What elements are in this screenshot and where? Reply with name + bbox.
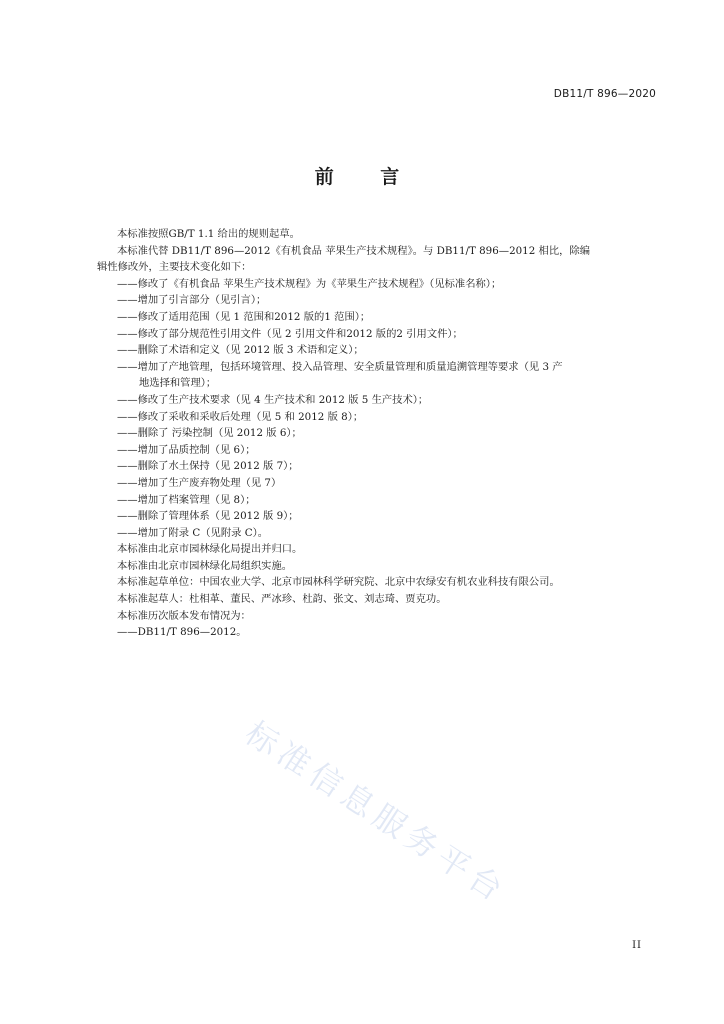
change-item: ——删除了 污染控制（见 2012 版 6）； xyxy=(117,427,302,440)
change-item: ——增加了引言部分（见引言）； xyxy=(117,294,267,307)
page-number: II xyxy=(632,940,642,951)
change-item: ——修改了部分规范性引用文件（见 2 引用文件和2012 版的2 引用文件）； xyxy=(117,327,463,340)
paragraph-drafters: 本标准起草人：杜相革、董民、严冰珍、杜韵、张文、刘志琦、贾克功。 xyxy=(117,593,447,606)
paragraph-history: 本标准历次版本发布情况为： xyxy=(117,609,251,622)
page-title: 前 言 xyxy=(314,166,420,188)
paragraph-replacement: 本标准代替 DB11/T 896—2012《有机食品 苹果生产技术规程》。与 DB11/T 896—2012 相比，除编 xyxy=(117,244,591,257)
change-item-cont: 地选择和管理）； xyxy=(139,377,217,390)
paragraph-drafting-rule: 本标准按照GB/T 1.1 给出的规则起草。 xyxy=(117,228,300,240)
watermark: 标准信息服务平台 xyxy=(238,713,515,912)
change-item: ——修改了采收和采收后处理（见 5 和 2012 版 8）； xyxy=(117,410,364,423)
change-item: ——删除了管理体系（见 2012 版 9）； xyxy=(117,510,299,523)
paragraph-implementer: 本标准由北京市园林绿化局组织实施。 xyxy=(117,559,293,572)
history-item: ——DB11/T 896—2012。 xyxy=(117,626,247,639)
paragraph-proposer: 本标准由北京市园林绿化局提出并归口。 xyxy=(117,543,303,556)
document-code: DB11/T 896—2020 xyxy=(553,88,656,100)
change-item: ——修改了生产技术要求（见 4 生产技术和 2012 版 5 生产技术）； xyxy=(117,393,429,406)
change-item: ——删除了水土保持（见 2012 版 7）； xyxy=(117,460,299,473)
change-item: ——增加了档案管理（见 8）； xyxy=(117,493,256,506)
change-item: ——增加了附录 C（见附录 C）。 xyxy=(117,526,269,539)
change-item: ——增加了产地管理，包括环境管理、投入品管理、安全质量管理和质量追溯管理等要求（见 3 产 xyxy=(117,360,563,373)
change-item: ——修改了适用范围（见 1 范围和2012 版的1 范围）； xyxy=(117,310,371,323)
change-item: ——修改了《有机食品 苹果生产技术规程》为《苹果生产技术规程》（见标准名称）； xyxy=(117,277,502,290)
paragraph-drafting-units: 本标准起草单位：中国农业大学、北京市园林科学研究院、北京中农绿安有机农业科技有限公司。 xyxy=(117,576,560,589)
change-item: ——增加了品质控制（见 6）； xyxy=(117,443,256,456)
foreword-body xyxy=(97,226,657,641)
change-item: ——删除了术语和定义（见 2012 版 3 术语和定义）； xyxy=(117,344,364,357)
change-item: ——增加了生产废弃物处理（见 7） xyxy=(117,476,282,489)
paragraph-replacement-cont: 辑性修改外，主要技术变化如下： xyxy=(97,261,252,274)
